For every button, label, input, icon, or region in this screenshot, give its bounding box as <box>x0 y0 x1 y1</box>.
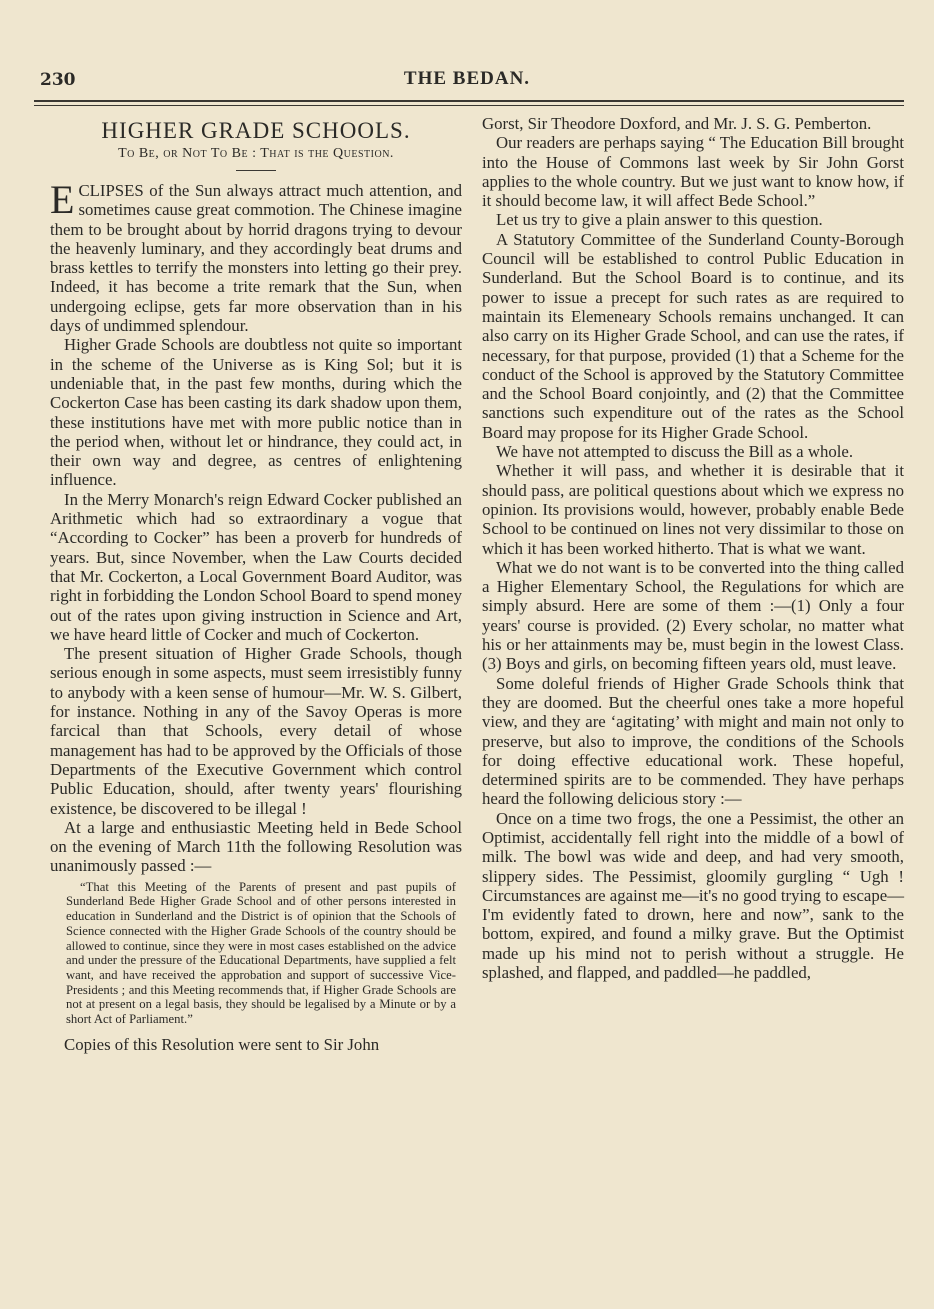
paragraph: A Statutory Committee of the Sunderland County-Borough Council will be established to control Public Education in Sunderland. But the School Board is to continue, and its power to issue a precept for such rates as are required to maintain its Elemeneary Schools remains unchanged. It can also carry on its Higher Grade School, and can use the rates, if necessary, for that purpose, provided (1) that a Scheme for the conduct of the School is approved by the Statutory Committee and the School Board conjointly, and (2) that the Committee sanctions such expenditure out of the rates as the School Board may propose for its Higher Grade School. <box>482 229 904 442</box>
paragraph: Higher Grade Schools are doubtless not quite so important in the scheme of the Universe as is King Sol; but it is undeniable that, in the past few months, during which the Cockerton Case has been casting its dark shadow upon them, these institutions have met with more public notice than in the period when, without let or hindrance, they could act, in their own way and degree, as centres of enlightening influence. <box>50 335 462 490</box>
paragraph: Whether it will pass, and whether it is desirable that it should pass, are political questions about which we express no opinion. Its provisions would, however, probably enable Bede School to be continued on lines not very dissimilar to those on which it has been worked hitherto. That is what we want. <box>482 461 904 558</box>
page-number: 230 <box>40 70 76 90</box>
right-column <box>482 114 904 982</box>
article-title: HIGHER GRADE SCHOOLS. <box>101 118 411 143</box>
paragraph-text: CLIPSES of the Sun always attract much attention, and sometimes cause great commotion. The Chinese imagine them to be brought about by horrid dragons trying to devour the heavenly luminary, and they accordingly beat drums and brass kettles to terrify the monsters into letting go their prey. Indeed, it has become a trite remark that the Sun, when undergoing eclipse, gets far more observation than in his days of undimmed splendour. <box>50 181 462 336</box>
paragraph: The present situation of Higher Grade Schools, though serious enough in some aspects, must seem irresistibly funny to anybody with a keen sense of humour—Mr. W. S. Gilbert, for instance. Nothing in any of the Savoy Operas is more farcical than that Schools, every detail of whose management has had to be approved by the Officials of those Departments of the Executive Government which control Public Education, should, after twenty years' flourishing existence, be discovered to be illegal ! <box>50 644 462 818</box>
left-column <box>50 114 462 1054</box>
paragraph: Let us try to give a plain answer to this question. <box>496 210 823 230</box>
paragraph: Once on a time two frogs, the one a Pessimist, the other an Optimist, accidentally fell right into the middle of a bowl of milk. The bowl was wide and deep, and had very smooth, slippery sides. The Pessimist, gloomily gurgling “ Ugh ! Circumstances are against me—it's no good trying to escape—I'm evidently fated to drown, here and now”, sank to the bottom, expired, and found a milky grave. But the Optimist made up his mind not to perish without a struggle. He splashed, and flapped, and paddled—he paddled, <box>482 808 904 983</box>
paragraph: Copies of this Resolution were sent to Sir John <box>64 1034 380 1054</box>
paragraph: We have not attempted to discuss the Bill as a whole. <box>496 442 854 462</box>
drop-cap: E <box>50 177 75 222</box>
paragraph: Our readers are perhaps saying “ The Education Bill brought into the House of Commons last week by Sir John Gorst applies to the whole country. But we just want to know how, if it should become law, it will affect Bede School.” <box>482 133 904 211</box>
running-head <box>0 64 934 94</box>
paragraph: Gorst, Sir Theodore Doxford, and Mr. J. S. G. Pemberton. <box>482 114 872 133</box>
paragraph <box>50 177 462 336</box>
resolution-quote: “That this Meeting of the Parents of present and past pupils of Sunderland Bede Higher Grade School and of other persons interested in education in Sunderland and the District is of opinion that the Schools of Science connected with the Higher Grade Schools of the country should be allowed to continue, since they were in most cases established on the advice and under the pressure of the Educational Departments, have supplied a felt want, and have received the approbation and support of successive Vice-Presidents ; and this Meeting recommends that, if Higher Grade Schools are not at present on a legal basis, they should be legalised by a Minute or by a short Act of Parliament.” <box>66 879 456 1027</box>
article-subtitle: To Be, or Not To Be : That is the Question. <box>118 146 394 161</box>
running-title: THE BEDAN. <box>403 68 531 89</box>
title-rule <box>236 170 276 171</box>
paragraph: In the Merry Monarch's reign Edward Cocker published an Arithmetic which had so extraordinary a vogue that “According to Cocker” has been a proverb for hundreds of years. But, since November, when the Law Courts decided that Mr. Cockerton, a Local Government Board Auditor, was right in forbidding the London School Board to spend money out of the rates upon giving instruction in Science and Art, we have heard little of Cocker and much of Cockerton. <box>50 489 462 644</box>
header-rule <box>34 100 904 106</box>
paragraph: Some doleful friends of Higher Grade Schools think that they are doomed. But the cheerful ones take a more hopeful view, and they are ‘agitating’ with might and main not only to preserve, but also to improve, the conditions of the Schools for doing effective educational work. These hopeful, determined spirits are to be commended. They have perhaps heard the following delicious story :— <box>482 673 904 809</box>
paragraph: What we do not want is to be converted into the thing called a Higher Elementary School, the Regulations for which are simply absurd. Here are some of them :—(1) Only a four years' course is provided. (2) Every scholar, no matter what his or her attainments may be, must begin in the lowest Class. (3) Boys and girls, on becoming fifteen years old, must leave. <box>482 557 904 674</box>
paragraph: At a large and enthusiastic Meeting held in Bede School on the evening of March 11th the following Resolution was unanimously passed :— <box>50 817 462 876</box>
